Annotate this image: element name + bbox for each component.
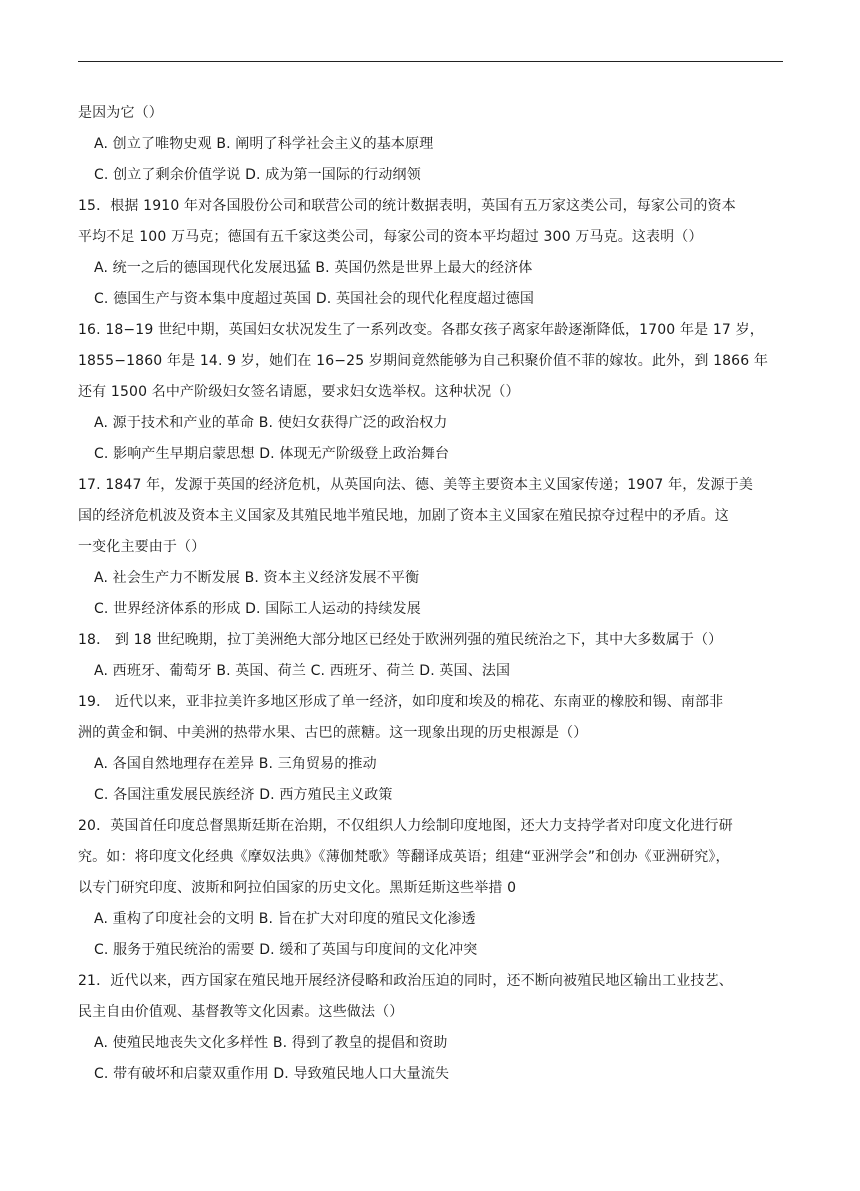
question-text-line: 还有 1500 名中产阶级妇女签名请愿，要求妇女选举权。这种状况（） — [78, 384, 520, 400]
answer-options-line: C. 创立了剩余价值学说 D. 成为第一国际的行动纲领 — [94, 167, 421, 183]
answer-options-line: A. 创立了唯物史观 B. 阐明了科学社会主义的基本原理 — [94, 136, 434, 152]
answer-options-line: C. 服务于殖民统治的需要 D. 缓和了英国与印度间的文化冲突 — [94, 942, 478, 958]
header-rule — [78, 61, 783, 62]
answer-options-line: C. 德国生产与资本集中度超过英国 D. 英国社会的现代化程度超过德国 — [94, 291, 535, 307]
question-text-line: 一变化主要由于（） — [78, 539, 206, 555]
question-text-line: 16. 18−19 世纪中期，英国妇女状况发生了一系列改变。各郡女孩子离家年龄逐渐降低，1700 年是 17 岁， — [78, 322, 764, 338]
question-text-line: 是因为它（） — [78, 105, 163, 121]
question-text-line: 国的经济危机波及资本主义国家及其殖民地半殖民地，加剧了资本主义国家在殖民掠夺过程中的矛盾。这 — [78, 508, 729, 524]
question-text-line: 1855−1860 年是 14. 9 岁，她们在 16−25 岁期间竟然能够为自己积聚价值不菲的嫁妆。此外，到 1866 年 — [78, 353, 769, 369]
question-text-line: 21．近代以来，西方国家在殖民地开展经济侵略和政治压迫的同时，还不断向被殖民地区输出工业技艺、 — [78, 973, 733, 989]
question-text-line: 平均不足 100 万马克；德国有五千家这类公司，每家公司的资本平均超过 300 万马克。这表明（） — [78, 229, 703, 245]
question-text-line: 民主自由价值观、基督教等文化因素。这些做法（） — [78, 1004, 404, 1020]
question-text-line: 洲的黄金和铜、中美洲的热带水果、古巴的蔗糖。这一现象出现的历史根源是（） — [78, 725, 588, 741]
question-text-line: 15．根据 1910 年对各国股份公司和联营公司的统计数据表明，英国有五万家这类公司，每家公司的资本 — [78, 198, 736, 214]
question-text-line: 20．英国首任印度总督黑斯廷斯在治期，不仅组织人力绘制印度地图，还大力支持学者对印度文化进行研 — [78, 818, 733, 834]
answer-options-line: A. 源于技术和产业的革命 B. 使妇女获得广泛的政治权力 — [94, 415, 448, 431]
answer-options-line: C. 带有破坏和启蒙双重作用 D. 导致殖民地人口大量流失 — [94, 1066, 450, 1082]
answer-options-line: A. 各国自然地理存在差异 B. 三角贸易的推动 — [94, 756, 377, 772]
document-body — [78, 98, 788, 1090]
question-text-line: 18． 到 18 世纪晚期，拉丁美洲绝大部分地区已经处于欧洲列强的殖民统治之下，其中大多数属于（） — [78, 632, 723, 648]
answer-options-line: C. 各国注重发展民族经济 D. 西方殖民主义政策 — [94, 787, 393, 803]
answer-options-line: A. 社会生产力不断发展 B. 资本主义经济发展不平衡 — [94, 570, 420, 586]
question-text-line: 17. 1847 年，发源于英国的经济危机，从英国向法、德、美等主要资本主义国家传递；1907 年，发源于美 — [78, 477, 753, 493]
answer-options-line: A. 使殖民地丧失文化多样性 B. 得到了教皇的提倡和资助 — [94, 1035, 448, 1051]
answer-options-line: A. 重构了印度社会的文明 B. 旨在扩大对印度的殖民文化渗透 — [94, 911, 476, 927]
question-text-line: 19． 近代以来，亚非拉美许多地区形成了单一经济，如印度和埃及的棉花、东南亚的橡胶和锡、南部非 — [78, 694, 724, 710]
answer-options-line: C. 世界经济体系的形成 D. 国际工人运动的持续发展 — [94, 601, 421, 617]
answer-options-line: A. 西班牙、葡萄牙 B. 英国、荷兰 C. 西班牙、荷兰 D. 英国、法国 — [94, 663, 511, 679]
answer-options-line: A. 统一之后的德国现代化发展迅猛 B. 英国仍然是世界上最大的经济体 — [94, 260, 533, 276]
question-text-line: 究。如：将印度文化经典《摩奴法典》《薄伽梵歌》等翻译成英语；组建“亚洲学会”和创办《亚洲研究》， — [78, 849, 730, 865]
answer-options-line: C. 影响产生早期启蒙思想 D. 体现无产阶级登上政治舞台 — [94, 446, 450, 462]
question-text-line: 以专门研究印度、波斯和阿拉伯国家的历史文化。黑斯廷斯这些举措 0 — [78, 880, 517, 896]
